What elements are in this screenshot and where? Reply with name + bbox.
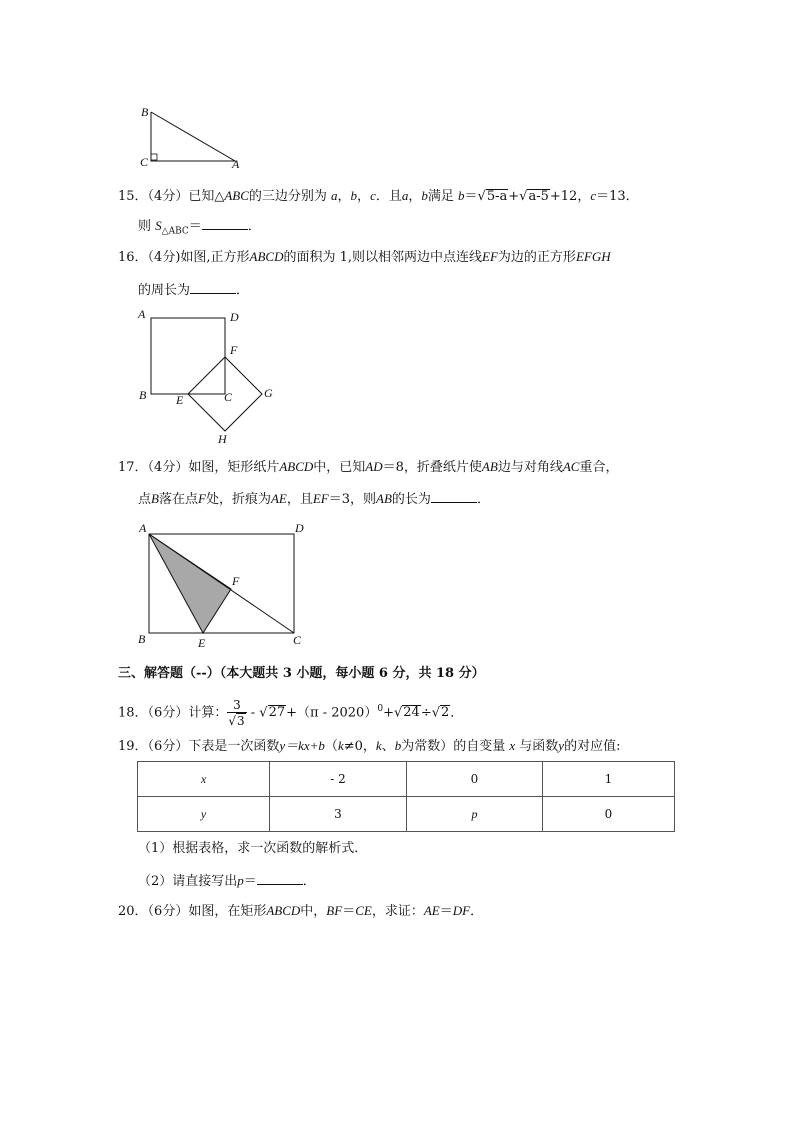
label-b: B: [139, 388, 147, 402]
question-19-sub-2: （2）请直接写出p＝ ．: [138, 873, 316, 889]
table-row: [138, 797, 675, 832]
shaded-fold-triangle: [149, 534, 231, 633]
table-cell: 1: [543, 762, 675, 797]
right-angle-mark: [151, 154, 157, 160]
table-cell: y: [138, 797, 270, 832]
question-16-line-2: 的周长为 ．: [138, 283, 250, 298]
question-19: 19．（6分）下表是一次函数y＝kx+b（k≠0，k、b为常数）的自变量 x 与函数y的对应值:: [118, 738, 621, 754]
label-f: F: [230, 343, 238, 357]
question-19-sub-1: （1）根据表格，求一次函数的解析式．: [138, 841, 368, 856]
table-cell: p: [407, 797, 543, 832]
question-18: 18．（6分）计算： $\frac{3}{√3}$ - √27+（π - 2020）$^0$+√24÷√2．: [118, 697, 464, 728]
label-b: B: [138, 632, 146, 646]
rectangle-fold-figure: [132, 517, 312, 650]
label-f: F: [232, 574, 240, 588]
value-table: [137, 761, 675, 832]
label-d: D: [295, 521, 304, 535]
label-a: A: [139, 521, 147, 535]
section-3-heading: 三、解答题（--）（本大题共 3 小题，每小题 6 分，共 18 分）: [118, 666, 485, 681]
fraction-3-over-root-3: $\frac{3}{√3}$: [228, 697, 245, 728]
label-d: D: [230, 310, 239, 324]
label-e: E: [198, 636, 206, 650]
table-cell: - 2: [270, 762, 407, 797]
label-a: A: [232, 157, 240, 171]
label-c: C: [224, 390, 233, 404]
table-row: [138, 762, 675, 797]
question-20: 20．（6分）如图，在矩形ABCD中，BF＝CE，求证：AE＝DF．: [118, 903, 484, 919]
question-17-line-1: 17．（4分）如图，矩形纸片ABCD中，已知AD＝8，折叠纸片使AB边与对角线AC重合，: [118, 459, 619, 475]
label-e: E: [176, 393, 184, 407]
label-g: G: [264, 386, 273, 400]
table-cell: 3: [270, 797, 407, 832]
question-17-line-2: 点B落在点F处，折痕为AE，且EF＝3，则AB的长为 ．: [138, 491, 490, 507]
answer-blank-17[interactable]: [431, 490, 477, 503]
right-triangle-figure: [136, 100, 246, 172]
radical-5-minus-a: 5-a: [486, 189, 508, 204]
label-a: A: [138, 307, 146, 321]
radical-a-minus-5: a-5: [528, 189, 549, 204]
question-15-line-2: 则 $S_{\triangle ABC}=$ ．: [138, 218, 261, 237]
question-15-line-1: 15．（4分）已知△ABC的三边分别为 a，b，c．且a，b满足 b＝√5-a+√a-5+12，c＝13．: [118, 188, 639, 204]
table-cell: 0: [407, 762, 543, 797]
answer-blank-15[interactable]: [202, 217, 248, 230]
label-h: H: [218, 432, 227, 446]
label-c: C: [293, 633, 302, 647]
table-cell: x: [138, 762, 270, 797]
answer-blank-19[interactable]: [257, 872, 303, 885]
table-cell: 0: [543, 797, 675, 832]
square-efgh-figure: [132, 304, 282, 450]
label-b: B: [141, 105, 149, 119]
answer-blank-16[interactable]: [190, 281, 236, 294]
question-16-line-1: 16．（4分)如图,正方形ABCD的面积为 1,则以相邻两边中点连线EF为边的正方形EFGH: [118, 249, 611, 265]
label-c: C: [140, 155, 149, 169]
